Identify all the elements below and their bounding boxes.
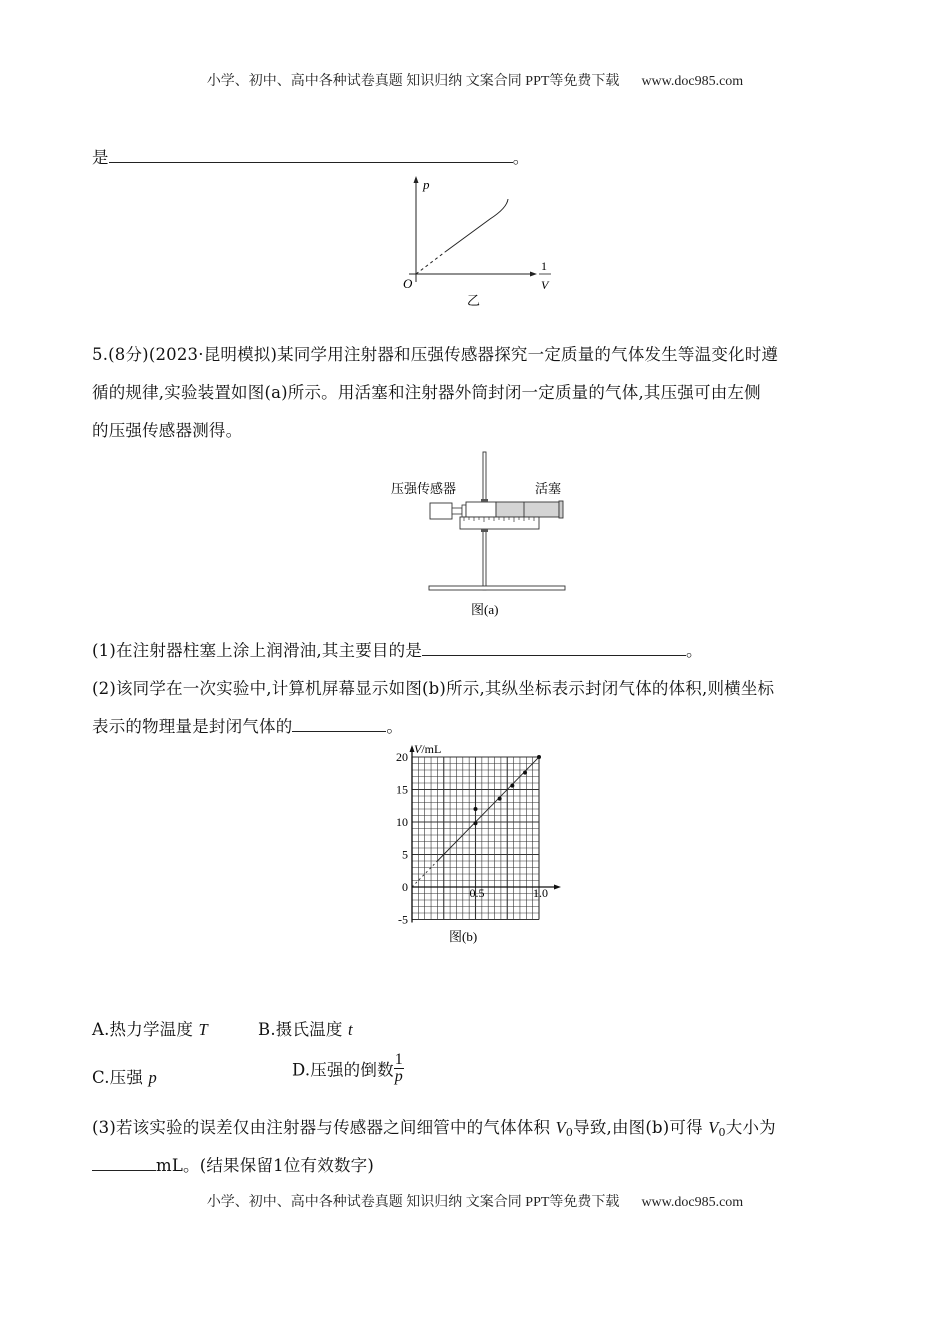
answer-blank[interactable] — [109, 148, 513, 163]
data-point — [498, 797, 502, 801]
figure-a-caption: 图(a) — [471, 602, 499, 617]
q5-part2-line2: 表示的物理量是封闭气体的 。 — [92, 717, 404, 736]
origin-label: O — [403, 276, 413, 291]
data-point — [537, 755, 541, 759]
svg-text:V: V — [541, 278, 549, 292]
data-point — [510, 784, 514, 788]
svg-text:-5: -5 — [398, 912, 408, 927]
q5-part3-line2: mL。(结果保留1位有效数字) — [92, 1152, 374, 1176]
svg-text:0.5: 0.5 — [469, 886, 485, 900]
svg-text:15: 15 — [396, 782, 408, 797]
option-c[interactable]: C.压强 p — [92, 1068, 157, 1087]
chart-caption: 图(b) — [449, 929, 478, 944]
prev-question-answer-line: 是 。 — [92, 148, 530, 167]
svg-text:1: 1 — [541, 259, 547, 273]
answer-blank-part3[interactable] — [92, 1156, 156, 1171]
fraction-one-over-p: $\frac{1}{p}$ — [394, 1051, 403, 1085]
page-footer — [0, 1191, 950, 1211]
q5-part1: (1)在注射器柱塞上涂上润滑油,其主要目的是 。 — [92, 641, 703, 660]
page-header — [0, 70, 950, 90]
data-point — [474, 821, 478, 825]
label-piston: 活塞 — [535, 481, 562, 496]
q5-line3: 的压强传感器测得。 — [92, 421, 243, 440]
figure-p-vs-inverse-v — [395, 172, 565, 312]
figure-b-volume-chart — [385, 740, 585, 950]
svg-text:20: 20 — [396, 750, 408, 764]
axis-label-p: p — [423, 177, 430, 192]
q5-part3-line1: (3)若该实验的误差仅由注射器与传感器之间细管中的气体体积 $V_0$导致,由图(b)可得 $V_0$大小为 — [92, 1118, 776, 1139]
header-text: 小学、初中、高中各种试卷真题 知识归纳 文案合同 PPT等免费下载 — [206, 74, 620, 89]
svg-text:10: 10 — [396, 815, 408, 829]
data-point — [474, 807, 478, 811]
svg-text:1.0: 1.0 — [533, 886, 548, 900]
svg-text:5: 5 — [402, 847, 408, 862]
q5-line2: 循的规律,实验装置如图(a)所示。用活塞和注射器外筒封闭一定质量的气体,其压强可由左侧 — [92, 383, 761, 402]
option-b[interactable]: B.摄氏温度 t — [258, 1020, 353, 1039]
figure-caption: 乙 — [467, 293, 481, 308]
q5-part2-line1: (2)该同学在一次实验中,计算机屏幕显示如图(b)所示,其纵坐标表示封闭气体的体积,则横坐标 — [92, 679, 775, 698]
q5-line1: 5.(8分)(2023·昆明模拟)某同学用注射器和压强传感器探究一定质量的气体发生等温变化时遵 — [92, 345, 779, 364]
answer-blank-part2[interactable] — [292, 717, 386, 732]
footer-url: www.doc985.com — [641, 1195, 744, 1210]
label-pressure-sensor: 压强传感器 — [391, 481, 457, 496]
svg-text:V/mL: V/mL — [414, 742, 442, 756]
option-d[interactable]: D.压强的倒数 $\frac{1}{p}$ — [292, 1051, 403, 1085]
figure-a-apparatus — [385, 448, 585, 620]
option-a[interactable]: A.热力学温度 T — [92, 1020, 208, 1039]
answer-blank-part1[interactable] — [422, 641, 686, 656]
data-point — [523, 771, 527, 775]
svg-text:0: 0 — [402, 880, 408, 894]
header-url: www.doc985.com — [641, 74, 744, 89]
footer-text: 小学、初中、高中各种试卷真题 知识归纳 文案合同 PPT等免费下载 — [206, 1195, 620, 1210]
